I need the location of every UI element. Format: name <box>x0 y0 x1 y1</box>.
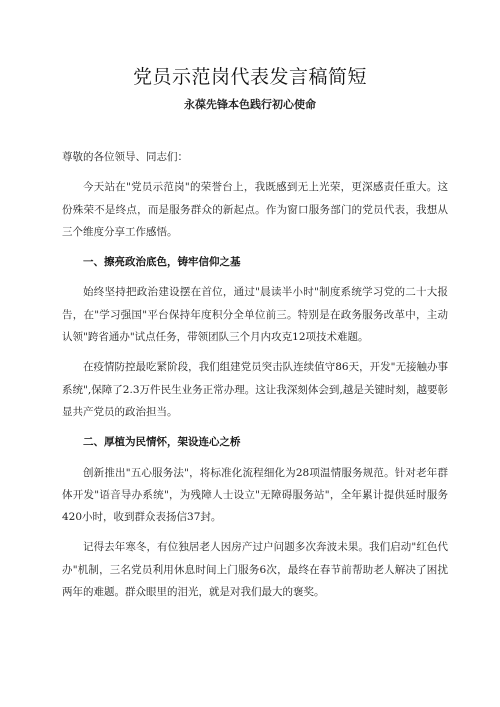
intro-paragraph: 今天站在"党员示范岗"的荣誉台上，我既感到无上光荣，更深感责任重大。这份殊荣不是终点，而是服务群众的新起点。作为窗口服务部门的党员代表，我想从三个维度分享工作感悟。 <box>62 181 448 238</box>
document-body <box>62 146 448 611</box>
section-1-paragraph-1: 始终坚持把政治建设摆在首位，通过"晨读半小时"制度系统学习党的二十大报告，在"学习强国"平台保持年度积分全单位前三。特别是在政务服务改革中，主动认领"跨省通办"试点任务，带领团队三个月内攻克12项技术难题。 <box>62 286 448 344</box>
document-subtitle: 永葆先锋本色践行初心使命 <box>184 98 316 111</box>
document-title: 党员示范岗代表发言稿简短 <box>132 66 367 88</box>
salutation: 尊敬的各位领导、同志们： <box>62 151 188 163</box>
section-2-heading: 二、厚植为民情怀，架设连心之桥 <box>83 436 241 449</box>
section-1-paragraph-2: 在疫情防控最吃紧阶段，我们组建党员突击队连续值守86天，开发"无接触办事系统",保障了2.3万件民生业务正常办理。这让我深刻体会到,越是关键时刻，越要彰显共产党员的政治担当。 <box>62 361 448 418</box>
section-1-heading: 一、擦亮政治底色，铸牢信仰之基 <box>83 256 241 269</box>
section-2-paragraph-2: 记得去年寒冬，有位独居老人因房产过户问题多次奔波未果。我们启动"红色代办"机制，三名党员利用休息时间上门服务6次，最终在春节前帮助老人解决了困扰两年的难题。群众眼里的泪光，就是对我们最大的褒奖。 <box>62 541 448 599</box>
section-2-paragraph-1: 创新推出"五心服务法"，将标准化流程细化为28项温情服务规范。针对老年群体开发"语音导办系统"，为残障人士设立"无障碍服务站"，全年累计提供延时服务420小时，收到群众表扬信37封。 <box>62 466 448 524</box>
